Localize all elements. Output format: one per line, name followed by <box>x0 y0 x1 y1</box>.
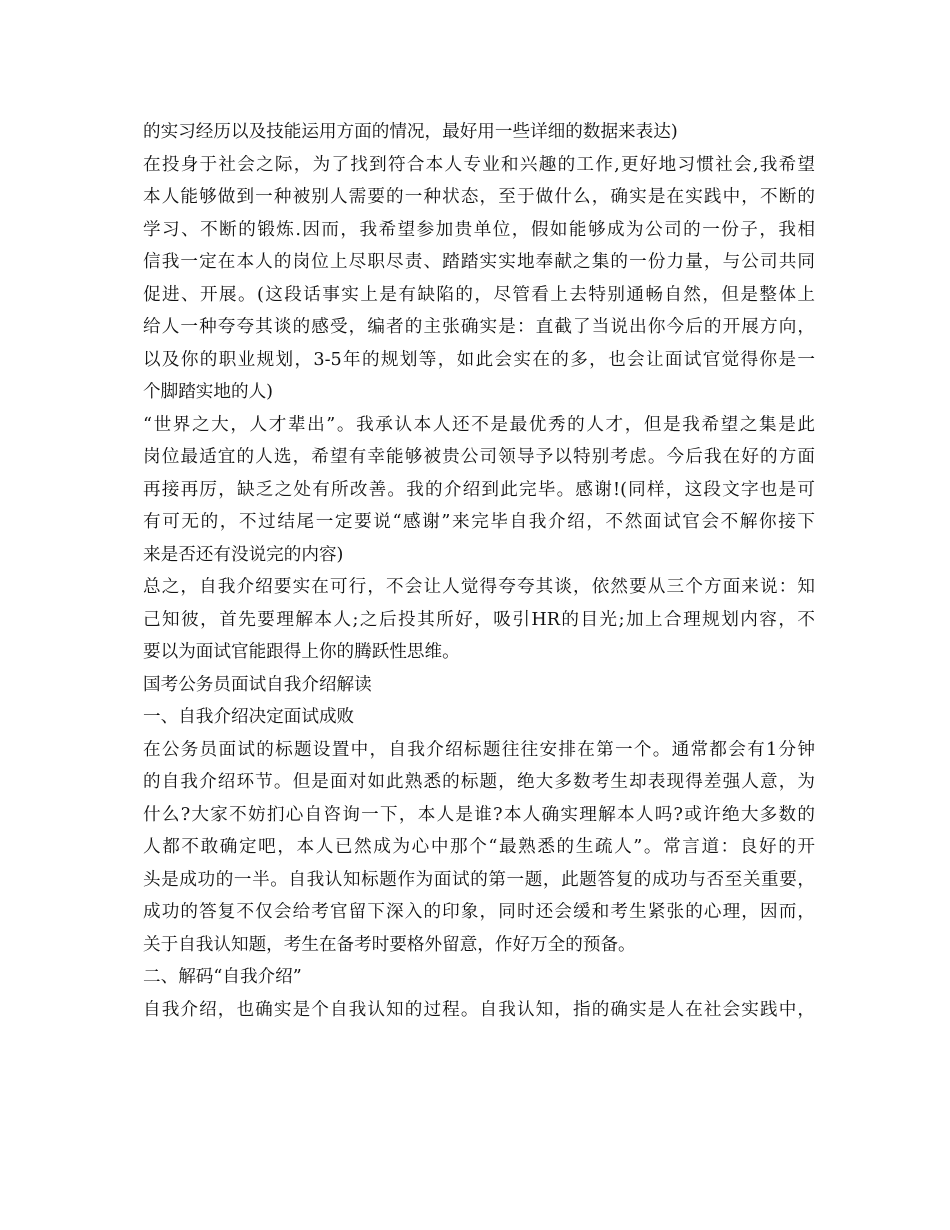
text-line: 的实习经历以及技能运用方面的情况，最好用一些详细的数据来表达) <box>143 122 678 142</box>
text-line: 促进、开展。(这段话事实上是有缺陷的，尽管看上去特别通畅自然，但是整体上 <box>143 284 815 305</box>
text-line: 什么?大家不妨扪心自咨询一下，本人是谁?本人确实理解本人吗?或许绝大多数的 <box>143 804 815 825</box>
document-body <box>143 116 815 1026</box>
text-line: 学习、不断的锻炼.因而，我希望参加贵单位，假如能够成为公司的一份子，我相 <box>143 219 815 240</box>
text-line: 在投身于社会之际，为了找到符合本人专业和兴趣的工作,更好地习惯社会,我希望 <box>143 154 815 175</box>
text-line: 国考公务员面试自我介绍解读 <box>143 674 372 695</box>
text-line: 二、解码“自我介绍” <box>143 967 302 987</box>
text-line: 自我介绍，也确实是个自我认知的过程。自我认知，指的确实是人在社会实践中， <box>143 999 815 1020</box>
text-line: 再接再厉，缺乏之处有所改善。我的介绍到此完毕。感谢!(同样，这段文字也是可 <box>143 479 815 500</box>
text-line: 给人一种夸夸其谈的感受，编者的主张确实是：直截了当说出你今后的开展方向， <box>143 317 815 337</box>
text-line: 人都不敢确定吧，本人已然成为心中那个“最熟悉的生疏人”。常言道：良好的开 <box>143 837 815 857</box>
text-line: 己知彼，首先要理解本人;之后投其所好，吸引HR的目光;加上合理规划内容，不 <box>143 609 815 630</box>
text-line: 头是成功的一半。自我认知标题作为面试的第一题，此题答复的成功与否至关重要， <box>143 869 815 890</box>
text-line: 信我一定在本人的岗位上尽职尽责、踏踏实实地奉献之集的一份力量，与公司共同 <box>143 252 815 272</box>
text-line: 成功的答复不仅会给考官留下深入的印象，同时还会缓和考生紧张的心理，因而， <box>143 902 815 922</box>
text-line: 有可无的，不过结尾一定要说“感谢”来完毕自我介绍，不然面试官会不解你接下 <box>143 512 815 532</box>
text-line: 要以为面试官能跟得上你的腾跃性思维。 <box>143 642 460 662</box>
text-line: 的自我介绍环节。但是面对如此熟悉的标题，绝大多数考生却表现得差强人意，为 <box>143 772 815 792</box>
text-line: 关于自我认知题，考生在备考时要格外留意，作好万全的预备。 <box>143 934 636 955</box>
text-line: 以及你的职业规划，3-5年的规划等，如此会实在的多，也会让面试官觉得你是一 <box>143 349 815 370</box>
text-line: 一、自我介绍决定面试成败 <box>143 707 355 727</box>
text-line: 总之，自我介绍要实在可行，不会让人觉得夸夸其谈，依然要从三个方面来说：知 <box>143 577 815 597</box>
text-line: “世界之大，人才辈出”。我承认本人还不是最优秀的人才，但是我希望之集是此 <box>143 414 815 435</box>
text-line: 来是否还有没说完的内容) <box>143 544 344 565</box>
text-line: 岗位最适宜的人选，希望有幸能够被贵公司领导予以特别考虑。今后我在好的方面 <box>143 447 815 467</box>
text-line: 本人能够做到一种被别人需要的一种状态，至于做什么，确实是在实践中，不断的 <box>143 187 815 207</box>
text-line: 个脚踏实地的人) <box>143 382 274 402</box>
text-line: 在公务员面试的标题设置中，自我介绍标题往往安排在第一个。通常都会有1分钟 <box>143 739 815 760</box>
